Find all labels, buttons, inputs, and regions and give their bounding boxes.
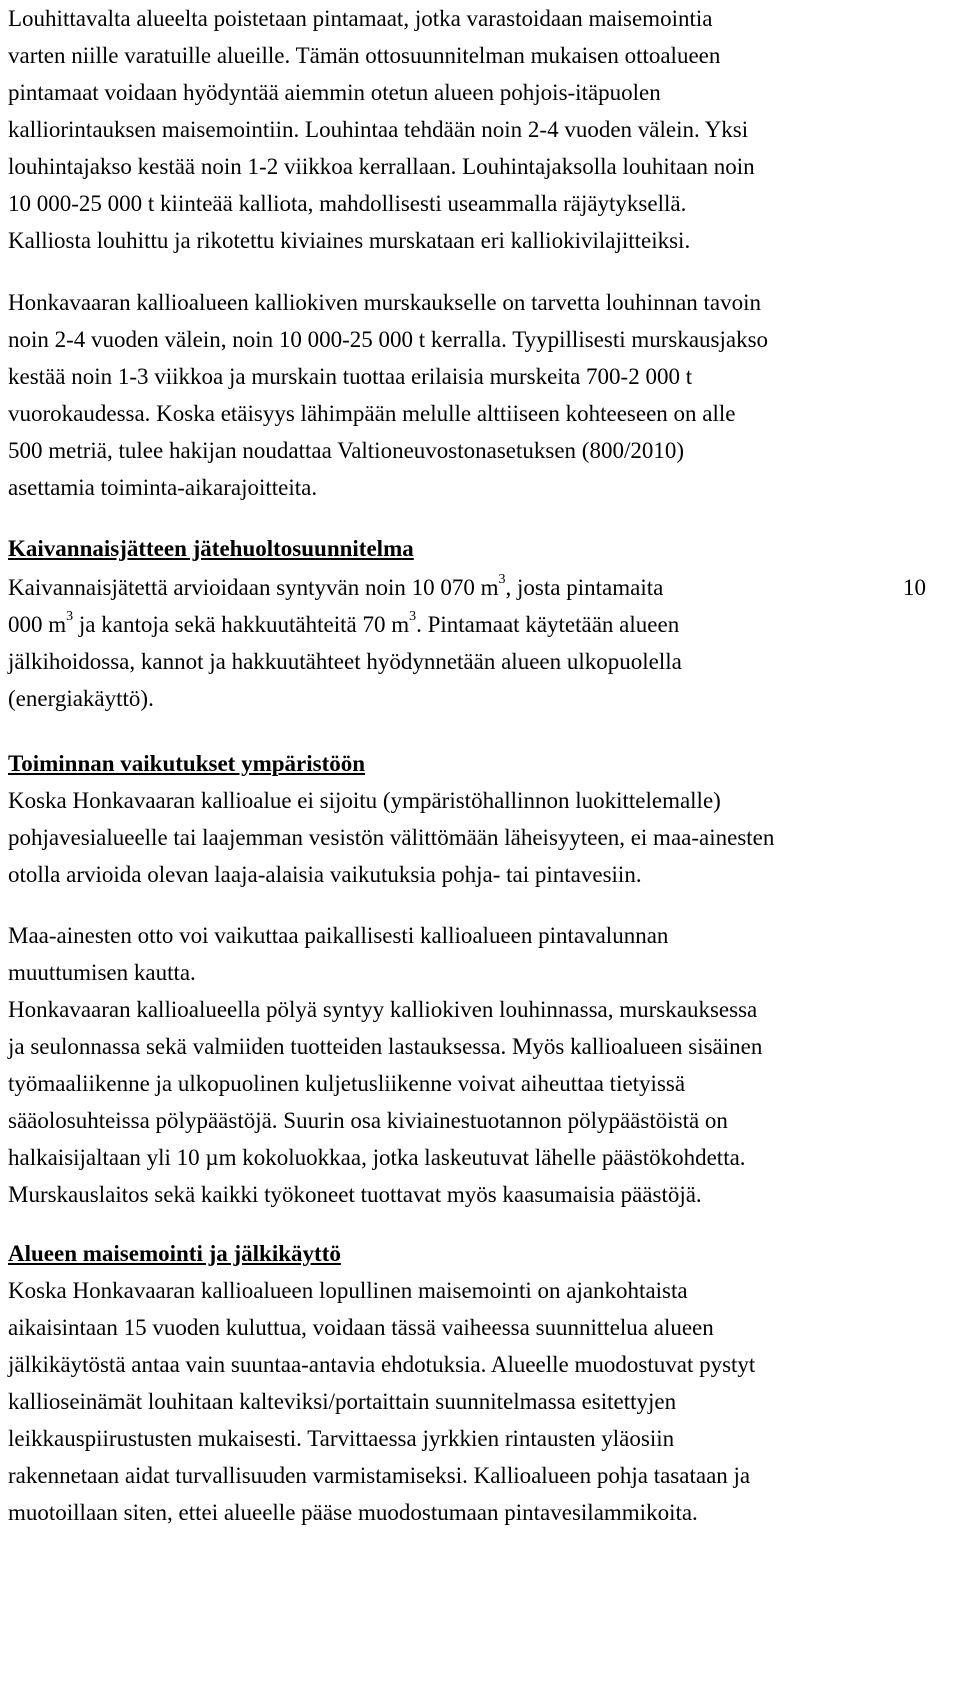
wrapped-number: 10	[903, 575, 926, 600]
text-line: vuorokaudessa. Koska etäisyys lähimpään melulle alttiiseen kohteeseen on alle	[8, 401, 736, 426]
section-heading: Kaivannaisjätteen jätehuoltosuunnitelma	[8, 536, 414, 561]
section-landscaping	[8, 1235, 948, 1531]
text-line: aikaisintaan 15 vuoden kuluttua, voidaan tässä vaiheessa suunnittelua alueen	[8, 1315, 714, 1340]
text-line: 10 000-25 000 t kiinteää kalliota, mahdollisesti useammalla räjäytyksellä.	[8, 191, 687, 216]
text-line: työmaaliikenne ja ulkopuolinen kuljetusliikenne voivat aiheuttaa tietyissä	[8, 1071, 686, 1096]
text-line: Koska Honkavaaran kallioalueen lopullinen maisemointi on ajankohtaista	[8, 1278, 688, 1303]
text-line: Murskauslaitos sekä kaikki työkoneet tuottavat myös kaasumaisia päästöjä.	[8, 1182, 702, 1207]
section-heading: Alueen maisemointi ja jälkikäyttö	[8, 1241, 341, 1266]
text-line: Kaivannaisjätettä arvioidaan syntyvän noin 10 070 $m^3$, josta pintamaita 10	[8, 569, 948, 606]
paragraph-crushing	[8, 284, 948, 506]
section-waste-management	[8, 530, 948, 717]
section-environmental-impacts	[8, 745, 948, 1213]
text-line: kalliorintauksen maisemointiin. Louhintaa tehdään noin 2-4 vuoden välein. Yksi	[8, 117, 749, 142]
document-page	[8, 0, 948, 1531]
text-line: Louhittavalta alueelta poistetaan pintamaat, jotka varastoidaan maisemointia	[8, 6, 713, 31]
text-line: pohjavesialueelle tai laajemman vesistön välittömään läheisyyteen, ei maa-ainesten	[8, 825, 775, 850]
text-line: kestää noin 1-3 viikkoa ja murskain tuottaa erilaisia murskeita 700-2 000 t	[8, 364, 693, 389]
text-line: pintamaat voidaan hyödyntää aiemmin otetun alueen pohjois-itäpuolen	[8, 80, 661, 105]
text-line: (energiakäyttö).	[8, 686, 154, 711]
section-heading: Toiminnan vaikutukset ympäristöön	[8, 751, 366, 776]
text-line: Koska Honkavaaran kallioalue ei sijoitu (ympäristöhallinnon luokittelemalle)	[8, 788, 721, 813]
text-line: Honkavaaran kallioalueella pölyä syntyy kalliokiven louhinnassa, murskauksessa	[8, 997, 758, 1022]
text-line: jälkikäytöstä antaa vain suuntaa-antavia ehdotuksia. Alueelle muodostuvat pystyt	[8, 1352, 756, 1377]
text-line: Honkavaaran kallioalueen kalliokiven murskaukselle on tarvetta louhinnan tavoin	[8, 290, 762, 315]
text-line: leikkauspiirustusten mukaisesti. Tarvittaessa jyrkkien rintausten yläosiin	[8, 1426, 675, 1451]
text-line: sääolosuhteissa pölypäästöjä. Suurin osa kiviainestuotannon pölypäästöistä on	[8, 1108, 728, 1133]
text-line: asettamia toiminta-aikarajoitteita.	[8, 475, 318, 500]
text-line: noin 2-4 vuoden välein, noin 10 000-25 000 t kerralla. Tyypillisesti murskausjakso	[8, 327, 769, 352]
text-line: varten niille varatuille alueille. Tämän ottosuunnitelman mukaisen ottoalueen	[8, 43, 721, 68]
text-line: 500 metriä, tulee hakijan noudattaa Valtioneuvostonasetuksen (800/2010)	[8, 438, 684, 463]
paragraph-quarrying	[8, 0, 948, 259]
text-line: Maa-ainesten otto voi vaikuttaa paikallisesti kallioalueen pintavalunnan	[8, 923, 669, 948]
text-line: otolla arvioida olevan laaja-alaisia vaikutuksia pohja- tai pintavesiin.	[8, 862, 642, 887]
text-line: 000 $m^3$ ja kantoja sekä hakkuutähteitä 70 $m^3$. Pintamaat käytetään alueen	[8, 609, 680, 637]
text-line: ja seulonnassa sekä valmiiden tuotteiden lastauksessa. Myös kallioalueen sisäinen	[8, 1034, 763, 1059]
text-line: kallioseinämät louhitaan kalteviksi/portaittain suunnitelmassa esitettyjen	[8, 1389, 677, 1414]
text-line: muotoillaan siten, ettei alueelle pääse muodostumaan pintavesilammikoita.	[8, 1500, 698, 1525]
text-line: muuttumisen kautta.	[8, 960, 196, 985]
text-line: rakennetaan aidat turvallisuuden varmistamiseksi. Kallioalueen pohja tasataan ja	[8, 1463, 751, 1488]
text-line: louhintajakso kestää noin 1-2 viikkoa kerrallaan. Louhintajaksolla louhitaan noin	[8, 154, 755, 179]
text-line: Kalliosta louhittu ja rikotettu kiviaines murskataan eri kalliokivilajitteiksi.	[8, 228, 691, 253]
text-line: halkaisijaltaan yli 10 µm kokoluokkaa, jotka laskeutuvat lähelle päästökohdetta.	[8, 1145, 746, 1170]
text-line: jälkihoidossa, kannot ja hakkuutähteet hyödynnetään alueen ulkopuolella	[8, 649, 682, 674]
